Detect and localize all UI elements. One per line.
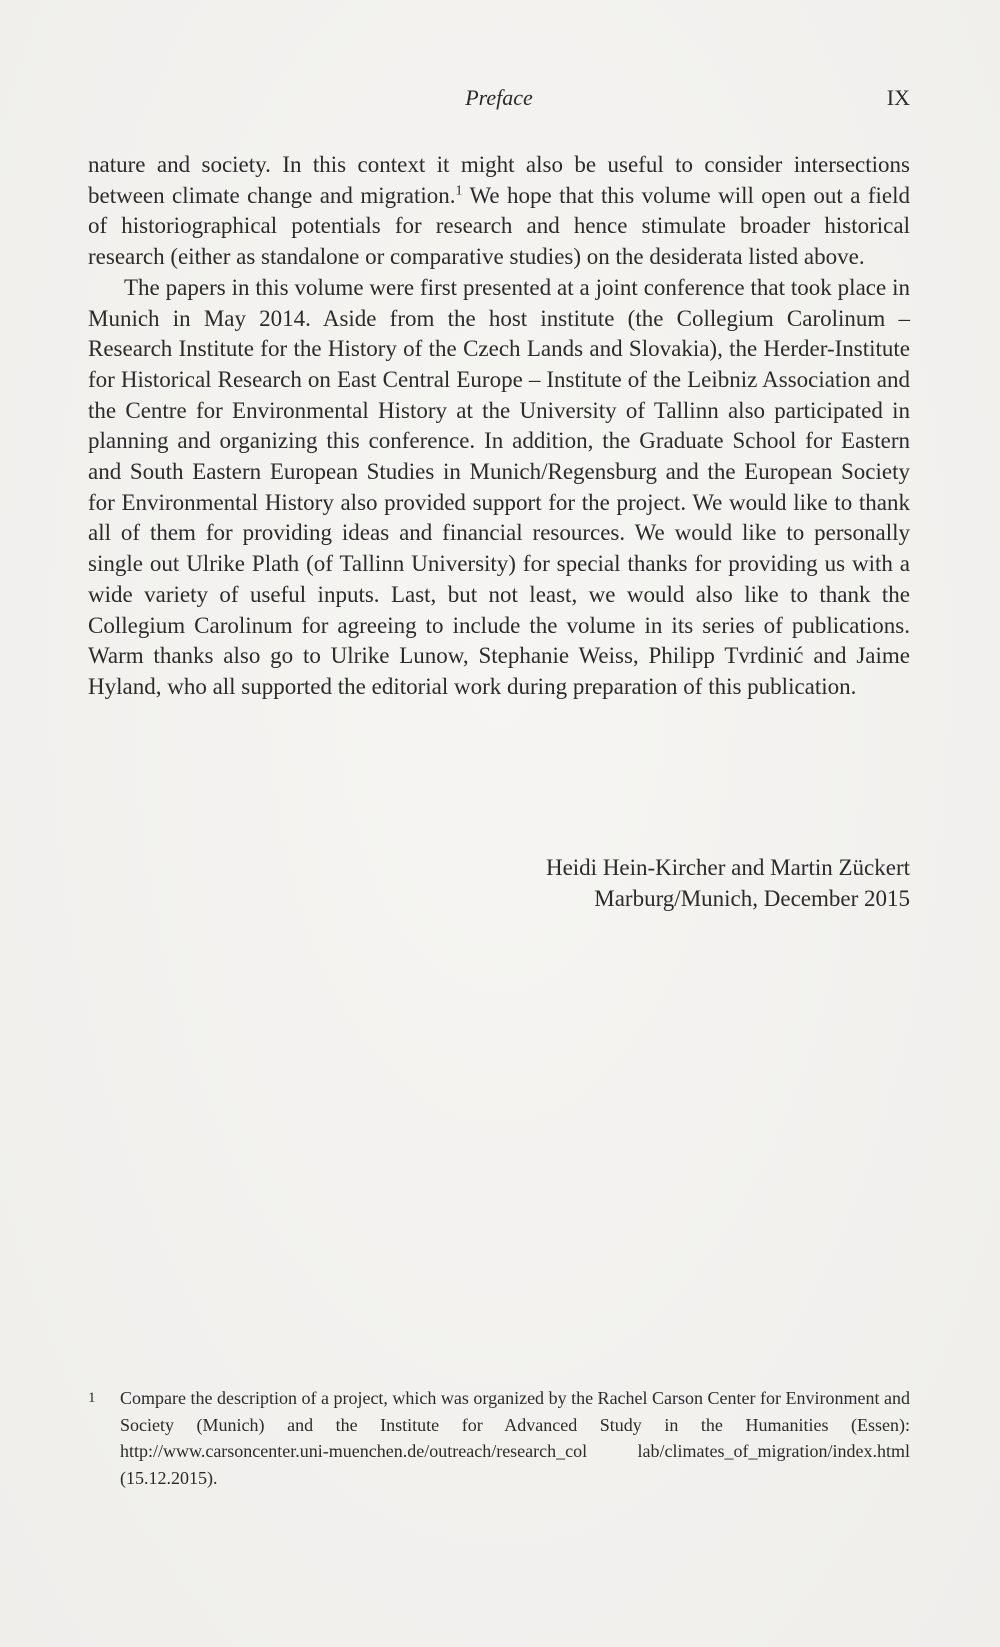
signature-authors: Heidi Hein-Kircher and Martin Zückert [545, 855, 910, 880]
footnotes [88, 1385, 910, 1491]
footnote-text: Compare the description of a project, which was organized by the Rachel Carson Center for Environment and Society (Munich) and the Institute for Advanced Study in the Humanities (Essen): http://www.carsoncenter.uni-muenchen.de/outreach/research_col lab/climates_of_migration/index.html (15.12.2015). [120, 1388, 910, 1488]
footnote [88, 1385, 910, 1491]
footnote-reference: 1 [455, 183, 463, 199]
body-text [88, 150, 910, 703]
paragraph-2: The papers in this volume were first presented at a joint conference that took place in Munich in May 2014. Aside from the host institute (the Collegium Carolinum – Research Institute for the History of the Czech Lands and Slovakia), the Herder-Institute for Historical Research on East Central Europe – Institute of the Leibniz Association and the Centre for Environmental History at the University of Tallinn also participated in planning and organizing this conference. In addition, the Graduate School for Eastern and South Eastern European Studies in Munich/Regensburg and the European Society for Environmental History also provided support for the project. We would like to thank all of them for providing ideas and financial resources. We would like to personally single out Ulrike Plath (of Tallinn University) for special thanks for providing us with a wide variety of useful inputs. Last, but not least, we would also like to thank the Collegium Carolinum for agreeing to include the volume in its series of publications. Warm thanks also go to Ulrike Lunow, Stephanie Weiss, Philipp Tvrdinić and Jaime Hyland, who all supported the editorial work during preparation of this publication. [88, 274, 910, 699]
running-title: Preface [465, 85, 533, 110]
signature-place-date: Marburg/Munich, December 2015 [594, 885, 910, 911]
paragraph-1-text-a: nature and society. In this context it might also be useful to consider intersections between climate change and migration. [88, 152, 910, 208]
paragraph-1 [88, 150, 910, 273]
signature-block [88, 853, 910, 914]
page-number: IX [886, 85, 910, 110]
running-head [88, 80, 910, 116]
footnote-marker: 1 [88, 1390, 96, 1406]
paragraph-1-text-b: We hope that this volume will open out a field of historiographical potentials for research and hence stimulate broader historical research (either as standalone or comparative studies) on the desiderata listed above. [88, 182, 910, 270]
